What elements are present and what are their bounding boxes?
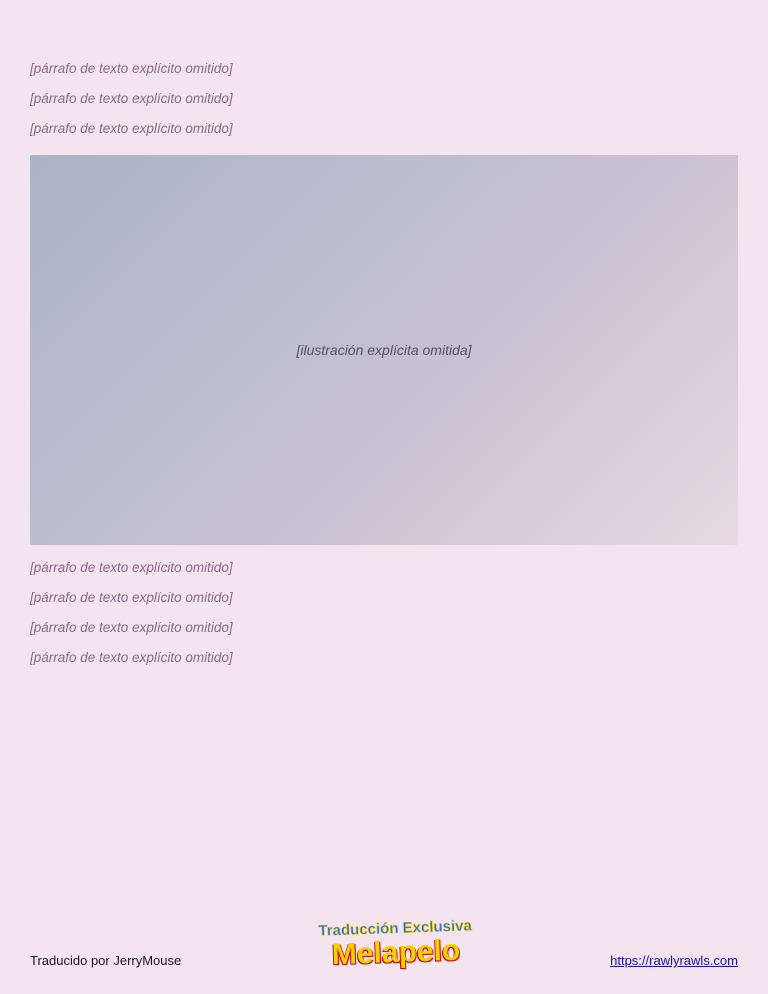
illustration-placeholder [30,155,738,545]
paragraph: [párrafo de texto explícito omitido] [30,559,233,575]
paragraph: [párrafo de texto explícito omitido] [30,620,233,636]
paragraph: [párrafo de texto explícito omitido] [30,589,233,605]
source-link[interactable]: https://rawlyrawls.com [610,953,738,968]
logo-name: Melapelo [331,933,461,971]
translator-logo [318,918,473,971]
translator-credit: Traducido por JerryMouse [30,953,182,968]
paragraph: [párrafo de texto explícito omitido] [30,650,233,666]
paragraph: [párrafo de texto explícito omitido] [30,121,233,137]
logo-tagline: Traducción Exclusiva [318,917,473,940]
top-text-block [30,60,738,151]
page-footer [30,917,738,974]
bottom-text-block [30,559,738,680]
paragraph: [párrafo de texto explícito omitido] [30,91,233,107]
illustration-placeholder-label: [ilustración explícita omitida] [296,341,472,358]
paragraph: [párrafo de texto explícito omitido] [30,61,233,76]
